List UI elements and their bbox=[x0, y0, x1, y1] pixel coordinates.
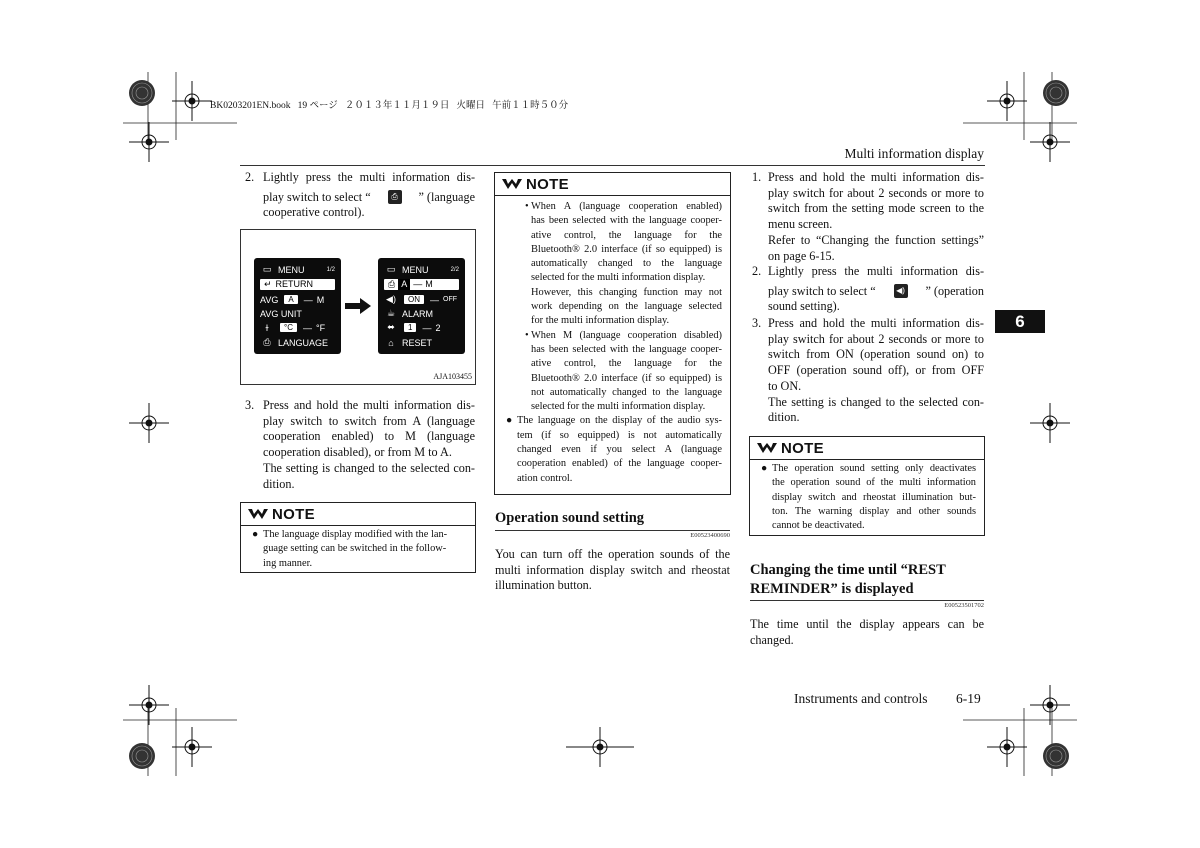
left-note: NOTE ● The language display modified with the lan- guage setting can be switched in the follow- ing manner. bbox=[240, 502, 476, 573]
dot-icon: • bbox=[525, 329, 529, 341]
reset-icon: ⌂ bbox=[388, 337, 394, 348]
audio-note-bullet: ● The language on the display of the audio sys- tem (if so equipped) is not automatically changed even if you select A (language cooperation enabled) of the language cooper- ation control. bbox=[506, 415, 722, 484]
language-row: ⎙ A — M bbox=[384, 279, 459, 290]
speaker-icon: ◀) bbox=[386, 294, 396, 304]
middle-note bbox=[494, 172, 731, 495]
dot-icon: • bbox=[525, 201, 529, 212]
right-step-1: 1. Press and hold the multi information dis- play switch for about 2 seconds or more to switch from the setting mode screen to the menu screen. Refer to “Changing the function settings” on page 6-15. bbox=[752, 170, 984, 263]
menu-icon: ▭ bbox=[386, 264, 396, 274]
note-label: NOTE bbox=[781, 439, 824, 457]
print-header: BK0203201EN.book 19 ページ ２０１３年１１月１９日 火曜日 午前１１時５０分 bbox=[210, 101, 569, 111]
operation-sound-heading: Operation sound setting bbox=[495, 510, 645, 526]
return-row: ↵ RETURN bbox=[260, 279, 335, 290]
language-icon: ⎙ bbox=[388, 279, 396, 289]
sub-item-m: • When M (language cooperation disabled) has been selected with the language cooper- ative control, the language for the Bluetooth® 2.0 interface (if so equipped) is not automatically changed to the language selected for the multi information display. bbox=[525, 329, 722, 413]
footer-section: Instruments and controls bbox=[794, 691, 928, 706]
left-step-2: 2. Lightly press the multi information dis- play switch to select “ ⎙ ” (language cooperative control). bbox=[245, 170, 475, 220]
figure-caption: AJA103455 bbox=[433, 372, 472, 381]
bullet-icon: ● bbox=[506, 415, 513, 427]
sub-item-a: • When A (language cooperation enabled) has been selected with the language cooper- ative control, the language for the Bluetooth® 2.0 interface (if so equipped) is automatically changed to the language selected for the multi information display. However, this changing function may not work depending on the language selected for the multi information display. bbox=[525, 201, 722, 327]
heading-rule bbox=[495, 530, 730, 531]
operation-sound-icon: ◀) bbox=[894, 284, 908, 298]
header-rule bbox=[240, 165, 985, 166]
note-icon bbox=[501, 177, 523, 191]
right-step-3: 3. Press and hold the multi information dis- play switch for about 2 seconds or more to switch from ON (operation sound on) to OFF (operation sound off), or from OFF to ON. The setting is changed to the selected con- dition. bbox=[752, 316, 984, 425]
thermometer-icon: ɫ bbox=[265, 322, 269, 333]
section-code: E00523501702 bbox=[944, 602, 984, 609]
menu-figure bbox=[240, 229, 476, 385]
page-number: 6-19 bbox=[956, 691, 981, 706]
return-icon: ↵ bbox=[264, 279, 272, 289]
menu-screen-page-2: ▭ MENU 2/2 ⎙ A — M ◀) ON — OFF ☕ ALARM ⬌ 1 — 2 ⌂ RESET bbox=[378, 258, 465, 354]
coffee-cup-icon: ☕ bbox=[386, 308, 396, 318]
rest-reminder-heading: Changing the time until “REST REMINDER” is displayed bbox=[750, 562, 946, 597]
left-step-3: 3. Press and hold the multi information dis- play switch to switch from A (language cooperation enabled) to M (language cooperation disabled), or from M to A. The setting is changed to the selected con- dition. bbox=[245, 398, 475, 491]
note-icon bbox=[756, 441, 778, 455]
arrow-right-icon bbox=[344, 298, 372, 314]
note-label: NOTE bbox=[272, 505, 315, 523]
heading-rule bbox=[750, 600, 984, 601]
section-code: E00523400690 bbox=[690, 532, 730, 539]
bullet-icon: ● bbox=[761, 463, 768, 474]
menu-screen-page-1: ▭ MENU 1/2 ↵ RETURN AVG A — M AVG UNIT ɫ °C — °F ⎙ LANGUAGE bbox=[254, 258, 341, 354]
running-head: Multi information display bbox=[844, 146, 984, 161]
chapter-tab: 6 bbox=[995, 310, 1045, 333]
note-icon bbox=[247, 507, 269, 521]
bullet-icon: ● bbox=[252, 529, 259, 540]
menu-icon: ▭ bbox=[262, 264, 272, 274]
note-label: NOTE bbox=[526, 175, 569, 193]
right-note: NOTE ● The operation sound setting only deactivates the operation sound of the multi information display switch and rheostat illumination but- ton. The warning display and other sounds cannot be deactivated. bbox=[749, 436, 985, 536]
language-cooperation-icon: ⎙ bbox=[388, 190, 402, 204]
operation-sound-body: You can turn off the operation sounds of the multi information display switch and rheostat illumination button. bbox=[495, 547, 730, 593]
language-icon: ⎙ bbox=[263, 337, 271, 347]
right-step-2: 2. Lightly press the multi information dis- play switch to select “ ◀) ” (operation sound setting). bbox=[752, 264, 984, 314]
distance-icon: ⬌ bbox=[387, 322, 395, 332]
rest-reminder-body: The time until the display appears can be changed. bbox=[750, 617, 984, 647]
